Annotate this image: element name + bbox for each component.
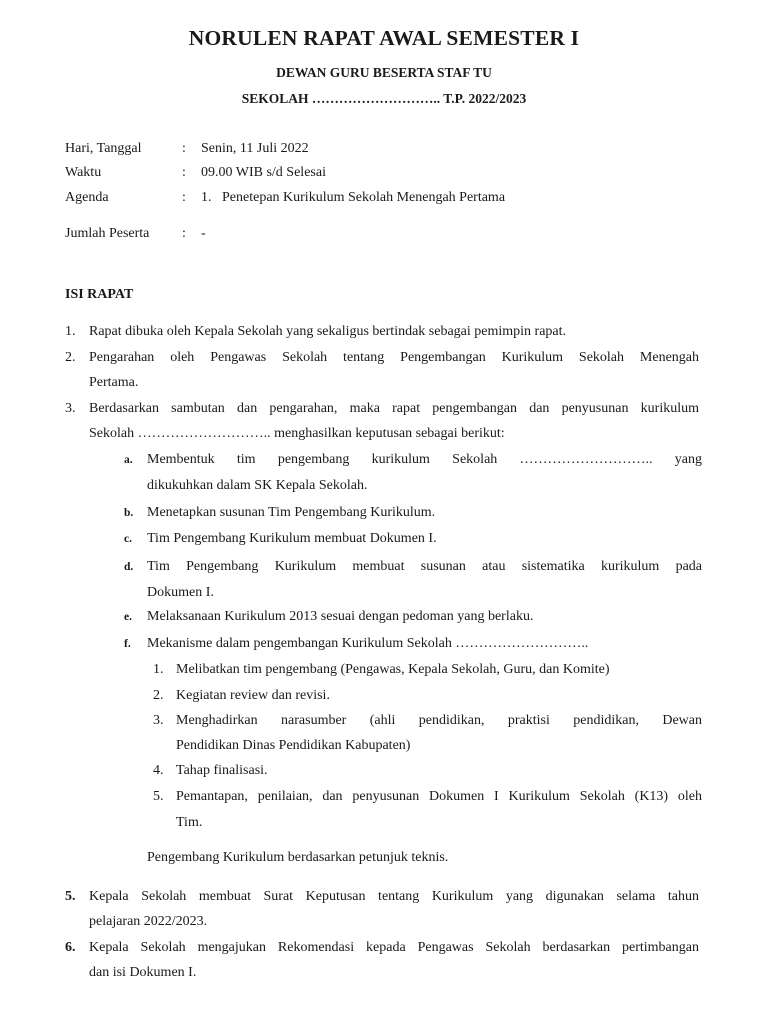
list-number: 6. <box>65 940 76 955</box>
subsublist-item: Menghadirkan narasumber (ahli pendidikan, praktisi pendidikan, Dewan <box>176 713 702 728</box>
list-number: 5. <box>65 889 76 904</box>
agenda-number: 1. <box>201 190 212 205</box>
subsublist-item-continued: Tim. <box>176 815 203 830</box>
meta-label-participants: Jumlah Peserta <box>65 226 150 241</box>
sublist-letter: c. <box>124 533 132 545</box>
list-number: 2. <box>65 350 76 365</box>
sublist-item: Tim Pengembang Kurikulum membuat Dokumen I. <box>147 531 437 546</box>
meta-label-agenda: Agenda <box>65 190 109 205</box>
list-item: Pengarahan oleh Pengawas Sekolah tentang Pengembangan Kurikulum Sekolah Menengah <box>89 350 699 365</box>
subsublist-number: 1. <box>153 662 164 677</box>
subsublist-item-continued: Pendidikan Dinas Pendidikan Kabupaten) <box>176 738 411 753</box>
meta-value-time: 09.00 WIB s/d Selesai <box>201 165 326 180</box>
list-number: 3. <box>65 401 76 416</box>
meta-colon: : <box>182 141 186 156</box>
meta-value-participants: - <box>201 226 206 241</box>
note-text: Pengembang Kurikulum berdasarkan petunjuk teknis. <box>147 850 449 865</box>
list-item: Kepala Sekolah membuat Surat Keputusan tentang Kurikulum yang digunakan selama tahun <box>89 889 699 904</box>
sublist-item: Tim Pengembang Kurikulum membuat susunan atau sistematika kurikulum pada <box>147 559 702 574</box>
list-item: Berdasarkan sambutan dan pengarahan, maka rapat pengembangan dan penyusunan kurikulum <box>89 401 699 416</box>
meta-colon: : <box>182 190 186 205</box>
list-item-continued: Pertama. <box>89 375 139 390</box>
sublist-item-continued: Dokumen I. <box>147 585 214 600</box>
meta-label-time: Waktu <box>65 165 102 180</box>
document-title: NORULEN RAPAT AWAL SEMESTER I <box>188 26 580 50</box>
list-number: 1. <box>65 324 76 339</box>
list-item: Rapat dibuka oleh Kepala Sekolah yang sekaligus bertindak sebagai pemimpin rapat. <box>89 324 567 339</box>
subsublist-item: Tahap finalisasi. <box>176 763 268 778</box>
sublist-item: Melaksanaan Kurikulum 2013 sesuai dengan pedoman yang berlaku. <box>147 609 534 624</box>
subsublist-number: 2. <box>153 688 164 703</box>
meta-colon: : <box>182 226 186 241</box>
list-item: Kepala Sekolah mengajukan Rekomendasi kepada Pengawas Sekolah berdasarkan pertimbangan <box>89 940 699 955</box>
sublist-item: Menetapkan susunan Tim Pengembang Kurikulum. <box>147 505 436 520</box>
meta-label-date: Hari, Tanggal <box>65 141 142 156</box>
meta-value-agenda: Penetepan Kurikulum Sekolah Menengah Pertama <box>222 190 506 205</box>
list-item-continued: dan isi Dokumen I. <box>89 965 197 980</box>
sublist-letter: e. <box>124 611 132 623</box>
sublist-letter: a. <box>124 454 133 466</box>
subsublist-number: 4. <box>153 763 164 778</box>
subsublist-number: 5. <box>153 789 164 804</box>
meta-colon: : <box>182 165 186 180</box>
meta-value-date: Senin, 11 Juli 2022 <box>201 141 309 156</box>
subsublist-number: 3. <box>153 713 164 728</box>
sublist-item: Mekanisme dalam pengembangan Kurikulum Sekolah ……………………….. <box>147 636 589 651</box>
document-subtitle: DEWAN GURU BESERTA STAF TU <box>276 65 492 80</box>
sublist-letter: f. <box>124 638 131 650</box>
subsublist-item: Pemantapan, penilaian, dan penyusunan Dokumen I Kurikulum Sekolah (K13) oleh <box>176 789 702 804</box>
sublist-letter: b. <box>124 507 134 519</box>
section-title: ISI RAPAT <box>65 287 134 302</box>
subsublist-item: Melibatkan tim pengembang (Pengawas, Kepala Sekolah, Guru, dan Komite) <box>176 662 610 677</box>
sublist-item: Membentuk tim pengembang kurikulum Sekolah ……………………….. yang <box>147 452 702 467</box>
sublist-item-continued: dikukuhkan dalam SK Kepala Sekolah. <box>147 478 368 493</box>
subsublist-item: Kegiatan review dan revisi. <box>176 688 330 703</box>
list-item-continued: pelajaran 2022/2023. <box>89 914 208 929</box>
list-item-continued: Sekolah ……………………….. menghasilkan keputusan sebagai berikut: <box>89 426 505 441</box>
sublist-letter: d. <box>124 561 134 573</box>
school-year-line: SEKOLAH ……………………….. T.P. 2022/2023 <box>241 91 527 106</box>
